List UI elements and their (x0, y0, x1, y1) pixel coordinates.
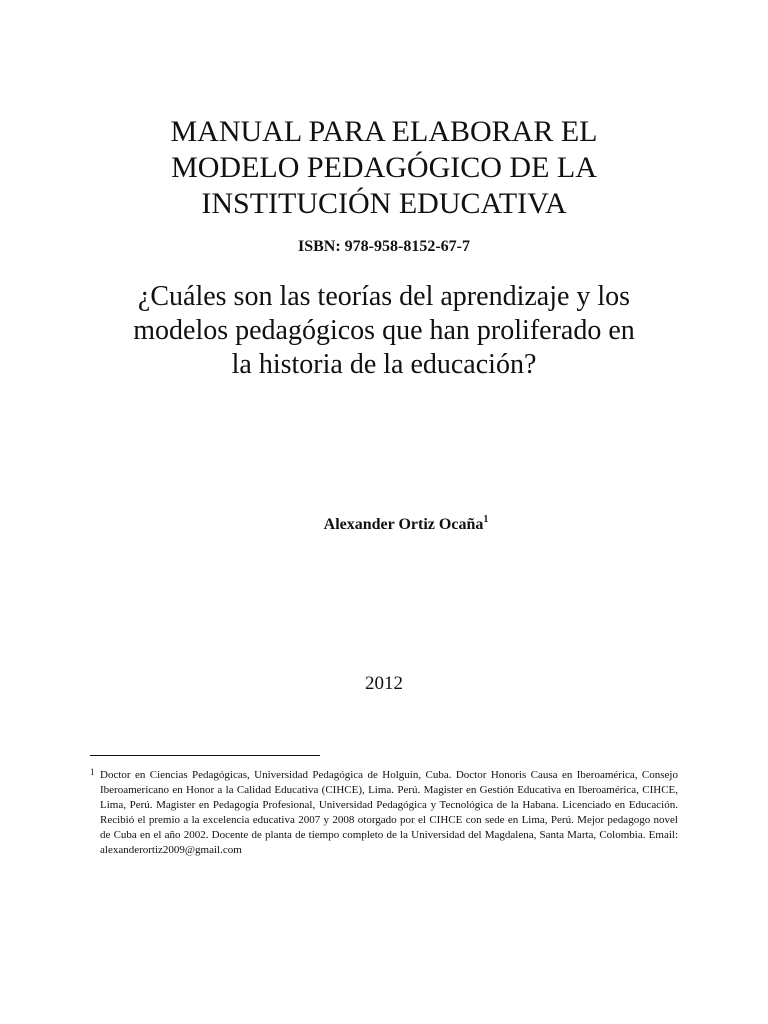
document-subtitle (0, 280, 768, 382)
subtitle-line: la historia de la educación? (231, 349, 537, 380)
author-name: Alexander Ortiz Ocaña (323, 516, 484, 533)
author (0, 516, 768, 534)
author-footnote-mark: 1 (483, 514, 489, 525)
isbn: ISBN: 978-958-8152-67-7 (298, 238, 470, 255)
title-line: MODELO PEDAGÓGICO DE LA (171, 151, 597, 184)
document-title (0, 114, 768, 222)
footnote (90, 768, 678, 858)
footnote-text: Doctor en Ciencias Pedagógicas, Universidad Pedagógica de Holguín, Cuba. Doctor Honoris Causa en Iberoamérica, Consejo Iberoamericano en Honor a la Calidad Educativa (CIHCE), Lima. Perú. Magister en Gestión Educativa en Iberoamérica, CIHCE, Lima, Perú. Magister en Pedagogía Profesional, Universidad Pedagógica y Tecnológica de la Habana. Licenciado en Educación. Recibió el premio a la excelencia educativa 2007 y 2008 otorgado por el CIHCE con sede en Lima, Perú. Mejor pedagogo novel de Cuba en el año 2002. Docente de planta de tiempo completo de la Universidad del Magdalena, Santa Marta, Colombia. Email: alexanderortiz2009@gmail.com (100, 769, 678, 856)
title-line: MANUAL PARA ELABORAR EL (170, 115, 598, 148)
footnote-divider (90, 755, 320, 756)
title-line: INSTITUCIÓN EDUCATIVA (201, 187, 567, 220)
subtitle-line: modelos pedagógicos que han proliferado en (133, 315, 635, 346)
subtitle-line: ¿Cuáles son las teorías del aprendizaje y los (137, 281, 631, 312)
footnote-mark: 1 (90, 767, 95, 777)
publication-year: 2012 (365, 673, 403, 694)
